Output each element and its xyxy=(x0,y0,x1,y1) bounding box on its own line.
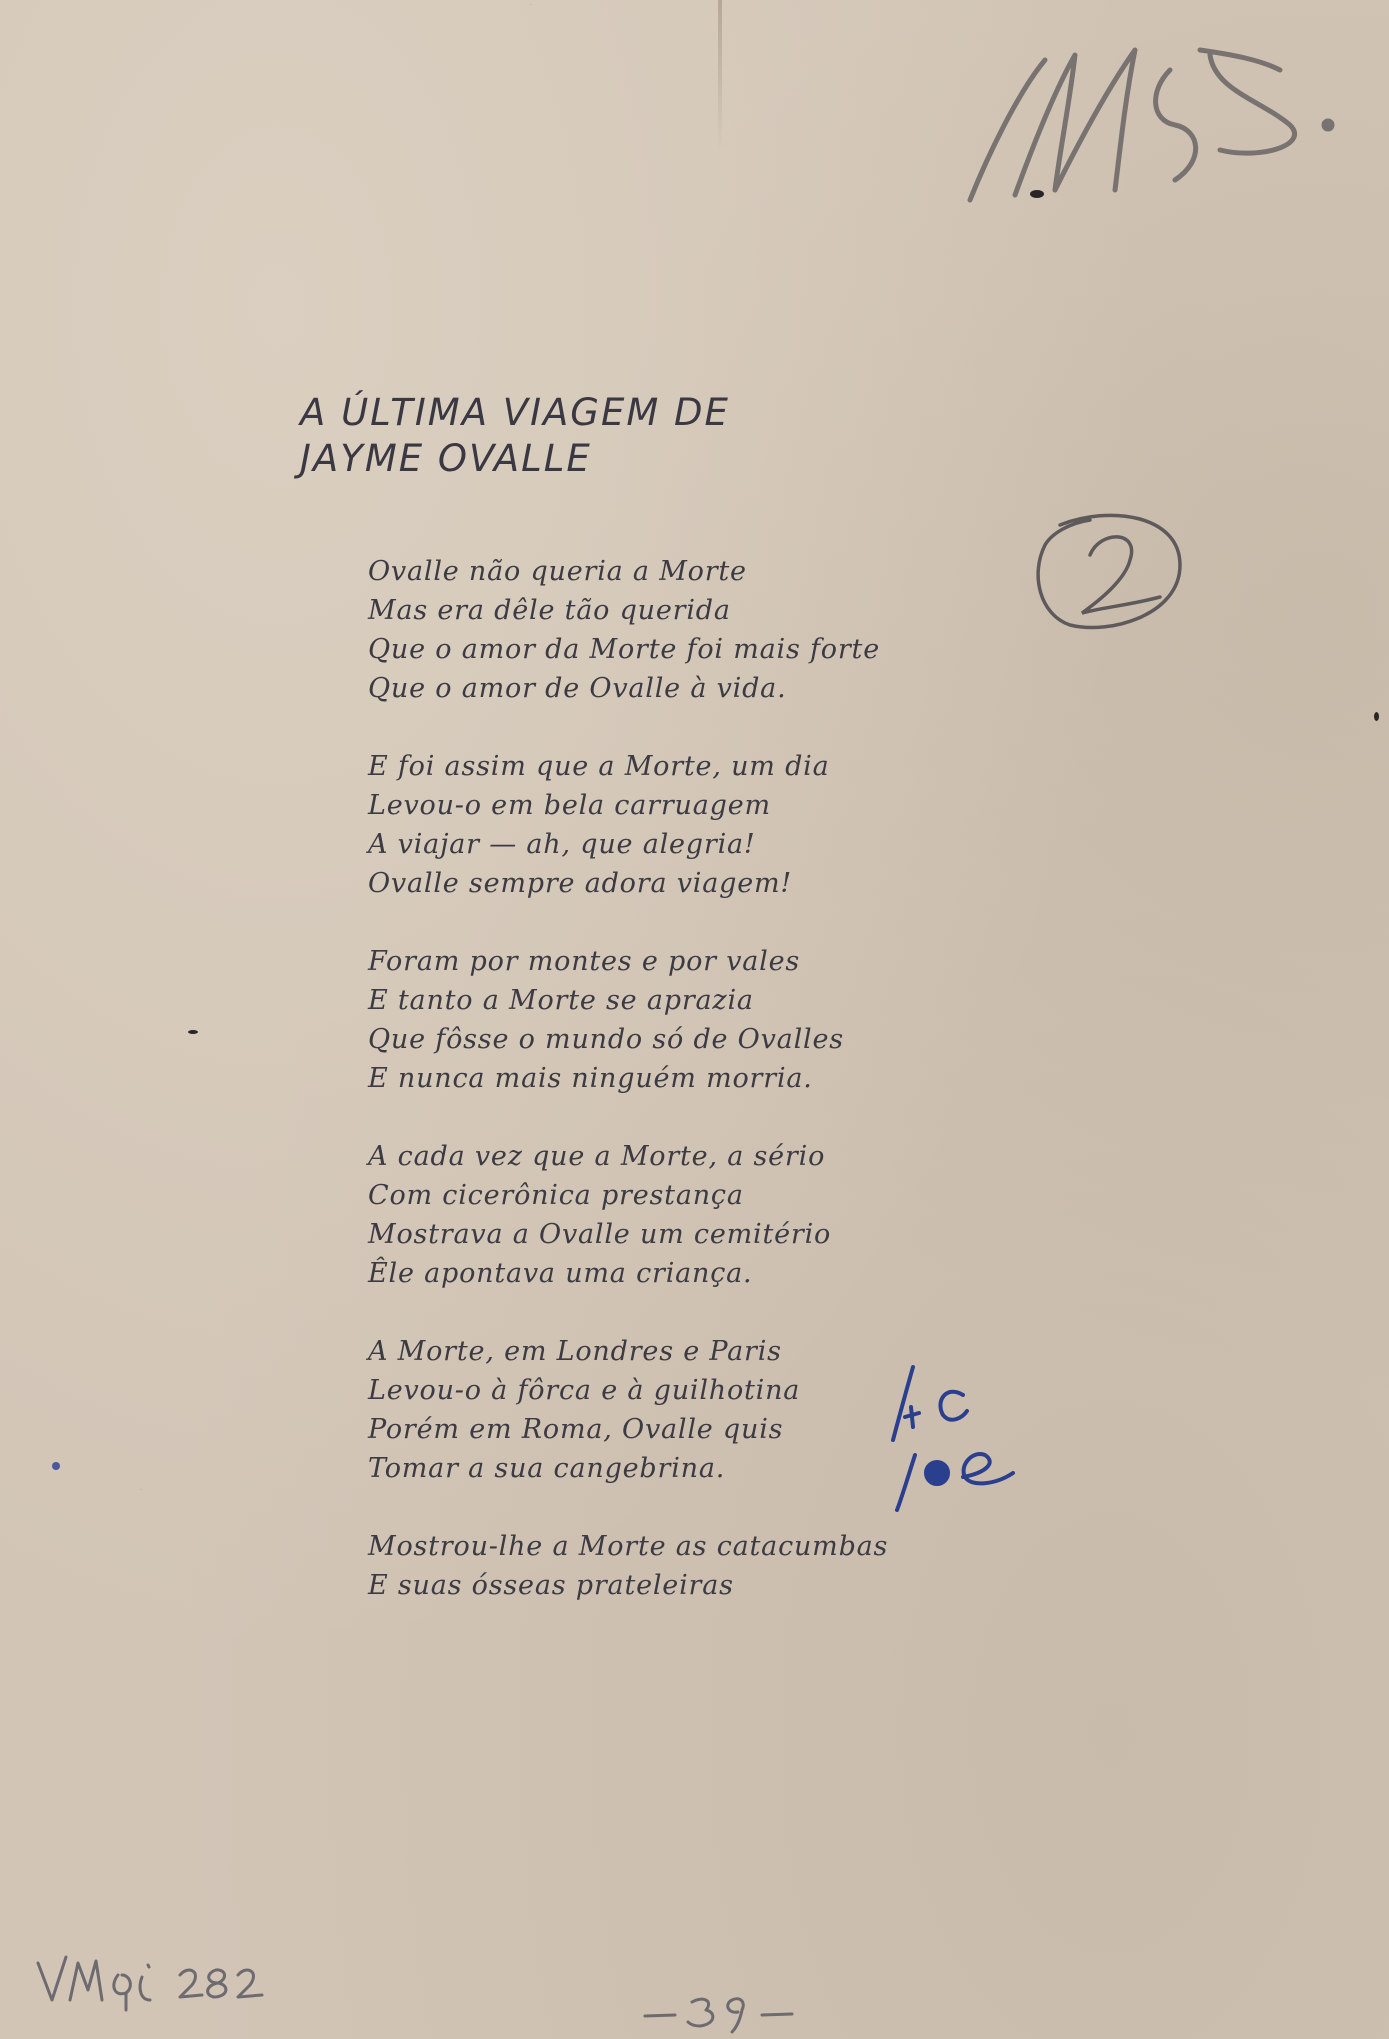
poem-line: Que o amor de Ovalle à vida. xyxy=(368,673,787,704)
pencil-ms-annotation xyxy=(960,30,1360,220)
ink-speck xyxy=(52,1462,60,1470)
poem-line: E nunca mais ninguém morria. xyxy=(368,1063,813,1094)
title-line-2: JAYME OVALLE xyxy=(300,437,592,480)
ink-speck xyxy=(188,1030,198,1034)
poem-line: Ovalle sempre adora viagem! xyxy=(368,868,793,899)
svg-text:-39-: -39- xyxy=(140,1490,142,1491)
poem-line: Com cicerônica prestança xyxy=(368,1180,744,1211)
poem-line: E foi assim que a Morte, um dia xyxy=(368,751,830,782)
poem-line: Êle apontava uma criança. xyxy=(368,1258,753,1289)
poem-line: Que fôsse o mundo só de Ovalles xyxy=(368,1024,844,1055)
ink-speck xyxy=(1030,190,1044,198)
poem-line: Mas era dêle tão querida xyxy=(368,595,731,626)
poem-line: Levou-o à fôrca e à guilhotina xyxy=(368,1375,801,1406)
paper-crease xyxy=(718,0,722,150)
poem-line: Mostrou-lhe a Morte as catacumbas xyxy=(368,1531,889,1562)
ink-speck xyxy=(1374,712,1379,721)
stanza-1 xyxy=(368,552,928,708)
poem-line: Foram por montes e por vales xyxy=(368,946,801,977)
stanza-4 xyxy=(368,1137,928,1293)
poem-line: A viajar — ah, que alegria! xyxy=(368,829,756,860)
poem-body xyxy=(368,552,928,1644)
stanza-2 xyxy=(368,747,928,903)
poem-line: Mostrava a Ovalle um cemitério xyxy=(368,1219,832,1250)
stanza-3 xyxy=(368,942,928,1098)
title-line-1: A ÚLTIMA VIAGEM DE xyxy=(300,391,730,434)
poem-title xyxy=(300,390,730,482)
catalog-pencil-note xyxy=(30,1945,290,2015)
poem-line: E tanto a Morte se aprazia xyxy=(368,985,754,1016)
poem-line: E suas ósseas prateleiras xyxy=(368,1570,734,1601)
svg-text:2: 2 xyxy=(530,5,531,6)
poem-line: Que o amor da Morte foi mais forte xyxy=(368,634,880,665)
blue-ink-correction-mark xyxy=(885,1355,1045,1515)
poem-line: Porém em Roma, Ovalle quis xyxy=(368,1414,784,1445)
poem-line: A Morte, em Londres e Paris xyxy=(368,1336,782,1367)
poem-line: A cada vez que a Morte, a sério xyxy=(368,1141,826,1172)
stanza-5 xyxy=(368,1332,928,1488)
stanza-6 xyxy=(368,1527,928,1605)
poem-line: Tomar a sua cangebrina. xyxy=(368,1453,726,1484)
poem-line: Levou-o em bela carruagem xyxy=(368,790,771,821)
poem-line: Ovalle não queria a Morte xyxy=(368,556,747,587)
